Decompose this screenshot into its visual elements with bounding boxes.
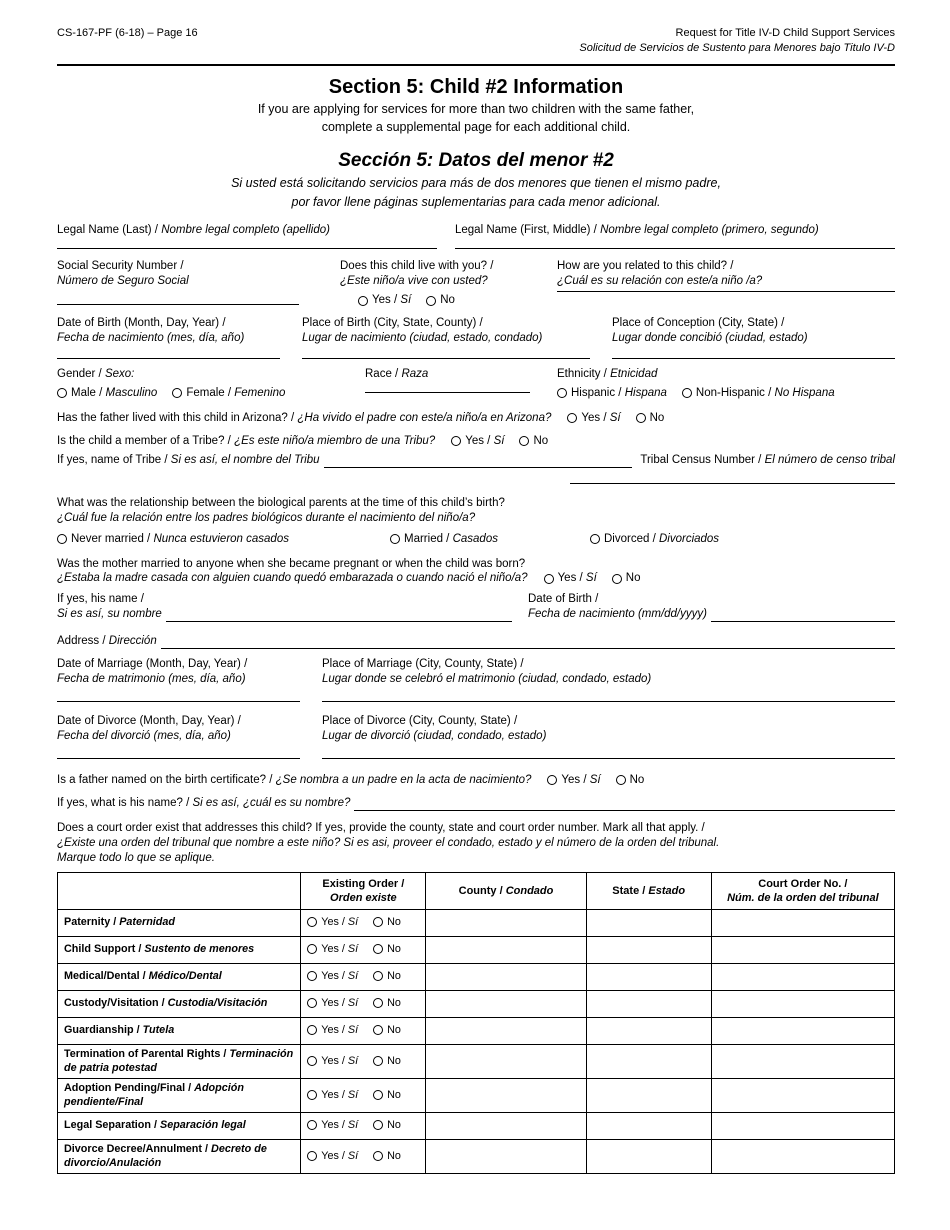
ssn-input[interactable] <box>57 304 299 305</box>
court-order-input-cell[interactable] <box>711 1079 894 1113</box>
bio-parents-question: What was the relationship between the biological parents at the time of this child’s birth? ¿Cuál fue la relación entre los padres biológicos durante el nacimiento del niño/a? <box>57 496 505 524</box>
field-husband-name: If yes, his name / Si es así, su nombre <box>57 592 512 622</box>
court-order-input-cell[interactable] <box>711 991 894 1018</box>
father-on-certificate-yes-radio[interactable] <box>547 775 557 785</box>
medical-dental-yes-radio[interactable] <box>307 971 317 981</box>
ethnicity-hispanic-radio[interactable] <box>557 388 567 398</box>
custody-visitation-yes-radio[interactable] <box>307 998 317 1008</box>
court-order-input-cell[interactable] <box>711 1140 894 1174</box>
father-lived-az-options: Yes / Sí No <box>567 411 664 426</box>
county-input-cell[interactable] <box>426 1079 586 1113</box>
court-order-input-cell[interactable] <box>711 1113 894 1140</box>
custody-visitation-no-radio[interactable] <box>373 998 383 1008</box>
divorced-radio[interactable] <box>590 534 600 544</box>
county-input-cell[interactable] <box>426 937 586 964</box>
place-of-birth-input[interactable] <box>302 358 590 359</box>
form-title-en: Request for Title IV-D Child Support Services <box>675 27 895 39</box>
termination-yes-radio[interactable] <box>307 1056 317 1066</box>
state-input-cell[interactable] <box>586 937 711 964</box>
legal-separation-yes-radio[interactable] <box>307 1120 317 1130</box>
date-of-birth-input[interactable] <box>57 358 280 359</box>
corner-cell <box>58 872 301 910</box>
gender-female-radio[interactable] <box>172 388 182 398</box>
section-subtitle-en-2: complete a supplemental page for each additional child. <box>321 120 631 135</box>
county-header: County / Condado <box>426 872 586 910</box>
mother-married-question: Was the mother married to anyone when she became pregnant or when the child was born? ¿Estaba la madre casada con alguien cuando quedó embarazada o cuando nació el niño/a? Yes / Sí No <box>57 557 641 585</box>
court-order-input-cell[interactable] <box>711 937 894 964</box>
tribe-member-label: Is the child a member of a Tribe? / ¿Es este niño/a miembro de una Tribu? <box>57 434 436 447</box>
section-title-en: Section 5: Child #2 Information <box>328 75 624 98</box>
never-married-radio[interactable] <box>57 534 67 544</box>
lives-with-no-radio[interactable] <box>426 296 436 306</box>
table-row-child-support: Child Support / Sustento de menores Yes / Sí No <box>58 937 895 964</box>
state-input-cell[interactable] <box>586 1140 711 1174</box>
tribe-name-row <box>57 453 895 468</box>
table-row-custody-visitation: Custody/Visitation / Custodia/Visitación Yes / Sí No <box>58 991 895 1018</box>
father-name-input[interactable] <box>354 810 895 811</box>
father-name-label: If yes, what is his name? / Si es así, ¿cuál es su nombre? <box>57 796 351 809</box>
legal-name-first-input[interactable] <box>455 248 895 249</box>
field-place-of-marriage: Place of Marriage (City, County, State) / Lugar donde se celebró el matrimonio (ciudad, condado, estado) <box>322 657 895 702</box>
medical-dental-no-radio[interactable] <box>373 971 383 981</box>
termination-no-radio[interactable] <box>373 1056 383 1066</box>
birth-row <box>57 316 895 359</box>
county-input-cell[interactable] <box>426 910 586 937</box>
state-input-cell[interactable] <box>586 1113 711 1140</box>
address-input[interactable] <box>161 648 895 649</box>
place-of-marriage-input[interactable] <box>322 701 895 702</box>
field-place-of-conception: Place of Conception (City, State) / Lugar donde concibió (ciudad, estado) <box>612 316 895 359</box>
adoption-yes-radio[interactable] <box>307 1090 317 1100</box>
table-row-medical-dental: Medical/Dental / Médico/Dental Yes / Sí No <box>58 964 895 991</box>
husband-name-input[interactable] <box>166 621 512 622</box>
field-place-of-birth: Place of Birth (City, State, County) / Lugar de nacimiento (ciudad, estado, condado) <box>302 316 612 359</box>
paternity-no-radio[interactable] <box>373 917 383 927</box>
father-on-certificate-no-radio[interactable] <box>616 775 626 785</box>
county-input-cell[interactable] <box>426 964 586 991</box>
father-lived-az-label: Has the father lived with this child in Arizona? / ¿Ha vivido el padre con este/a niño/a en Arizona? <box>57 411 552 424</box>
court-order-input-cell[interactable] <box>711 910 894 937</box>
form-title-es: Solicitud de Servicios de Sustento para Menores bajo Titulo IV-D <box>579 41 895 54</box>
mother-married-no-radio[interactable] <box>612 574 622 584</box>
section-subtitle-es-2: por favor llene páginas suplementarias para cada menor adicional. <box>291 194 661 209</box>
county-input-cell[interactable] <box>426 1045 586 1079</box>
field-legal-name-last: Legal Name (Last) / Nombre legal completo (apellido) <box>57 223 437 249</box>
husband-row <box>57 592 895 622</box>
ethnicity-nonhispanic-radio[interactable] <box>682 388 692 398</box>
divorce-decree-no-radio[interactable] <box>373 1151 383 1161</box>
county-input-cell[interactable] <box>426 1018 586 1045</box>
legal-name-row <box>57 223 895 249</box>
child-support-no-radio[interactable] <box>373 944 383 954</box>
state-input-cell[interactable] <box>586 991 711 1018</box>
place-of-conception-input[interactable] <box>612 358 895 359</box>
table-row-paternity: Paternity / Paternidad Yes / Sí No <box>58 910 895 937</box>
race-input[interactable] <box>365 392 530 393</box>
state-input-cell[interactable] <box>586 1018 711 1045</box>
state-input-cell[interactable] <box>586 964 711 991</box>
divorce-decree-yes-radio[interactable] <box>307 1151 317 1161</box>
father-lived-az-row <box>57 411 895 426</box>
bio-parents-options: Never married / Nunca estuvieron casados Married / Casados Divorced / Divorciados <box>57 532 895 547</box>
husband-dob-input[interactable] <box>711 621 895 622</box>
field-ethnicity: Ethnicity / Etnicidad Hispanic / Hispana Non-Hispanic / No Hispana <box>557 367 895 401</box>
field-race: Race / Raza <box>365 367 557 401</box>
table-row-termination-parental-rights: Termination of Parental Rights / Terminación de patria potestad Yes / Sí No <box>58 1045 895 1079</box>
county-input-cell[interactable] <box>426 1113 586 1140</box>
tribe-name-label: If yes, name of Tribe / Si es así, el nombre del Tribu <box>57 453 320 466</box>
address-row <box>57 634 895 649</box>
table-row-legal-separation: Legal Separation / Separación legal Yes / Sí No <box>58 1113 895 1140</box>
tribal-census-label: Tribal Census Number / El número de censo tribal <box>640 453 895 466</box>
field-gender: Gender / Sexo: Male / Masculino Female / Femenino <box>57 367 365 401</box>
county-input-cell[interactable] <box>426 991 586 1018</box>
tribe-member-options: Yes / Sí No <box>451 434 548 449</box>
form-number: CS-167-PF (6-18) – Page 16 <box>57 27 198 39</box>
gender-race-row <box>57 367 895 401</box>
tribe-name-input[interactable] <box>324 467 633 468</box>
existing-order-header: Existing Order / Orden existe <box>301 872 426 910</box>
place-of-divorce-input[interactable] <box>322 758 895 759</box>
marriage-row <box>57 657 895 702</box>
state-input-cell[interactable] <box>586 1079 711 1113</box>
tribe-member-no-radio[interactable] <box>519 436 529 446</box>
father-on-certificate-label: Is a father named on the birth certificate? / ¿Se nombra a un padre en la acta de nacimiento? <box>57 773 532 786</box>
ethnicity-options: Hispanic / Hispana Non-Hispanic / No Hispana <box>557 386 895 401</box>
tribal-census-input[interactable] <box>570 474 895 484</box>
field-husband-dob: Date of Birth / Fecha de nacimiento (mm/dd/yyyy) <box>528 592 895 622</box>
father-lived-az-no-radio[interactable] <box>636 413 646 423</box>
state-header: State / Estado <box>586 872 711 910</box>
section-subtitle-en-1: If you are applying for services for more than two children with the same father, <box>257 101 695 116</box>
state-input-cell[interactable] <box>586 910 711 937</box>
field-legal-name-first: Legal Name (First, Middle) / Nombre legal completo (primero, segundo) <box>455 223 895 249</box>
tribe-member-row <box>57 434 895 449</box>
divorce-row <box>57 714 895 759</box>
table-header-row <box>58 872 895 910</box>
field-relation-to-child: How are you related to this child? / ¿Cuál es su relación con este/a niño /a? <box>557 259 895 308</box>
table-row-adoption: Adoption Pending/Final / Adopción pendiente/Final Yes / Sí No <box>58 1079 895 1113</box>
lives-with-yes-radio[interactable] <box>358 296 368 306</box>
field-date-of-marriage: Date of Marriage (Month, Day, Year) / Fecha de matrimonio (mes, día, año) <box>57 657 322 702</box>
field-date-of-divorce: Date of Divorce (Month, Day, Year) / Fecha del divorció (mes, día, año) <box>57 714 322 759</box>
adoption-no-radio[interactable] <box>373 1090 383 1100</box>
field-date-of-birth: Date of Birth (Month, Day, Year) / Fecha de nacimiento (mes, día, año) <box>57 316 302 359</box>
court-order-input-cell[interactable] <box>711 1045 894 1079</box>
court-order-input-cell[interactable] <box>711 1018 894 1045</box>
field-lives-with-you: Does this child live with you? / ¿Este niño/a vive con usted? Yes / Sí No <box>340 259 557 308</box>
table-row-guardianship: Guardianship / Tutela Yes / Sí No <box>58 1018 895 1045</box>
date-of-marriage-input[interactable] <box>57 701 300 702</box>
field-ssn: Social Security Number / Número de Seguro Social <box>57 259 340 308</box>
header-divider <box>57 64 895 66</box>
gender-male-radio[interactable] <box>57 388 67 398</box>
field-place-of-divorce: Place of Divorce (City, County, State) / Lugar de divorció (ciudad, condado, estado) <box>322 714 895 759</box>
court-order-question: Does a court order exist that addresses this child? If yes, provide the county, state and court order number. Mark all that apply. / ¿Existe una orden del tribunal que nombre a este niño? Si es asi, proveer el condado, estado y el número de la orden del tribunal. Marque todo lo que se aplique. <box>57 821 720 864</box>
table-row-divorce-decree: Divorce Decree/Annulment / Decreto de divorcio/Anulación Yes / Sí No <box>58 1140 895 1174</box>
court-order-no-header: Court Order No. / Núm. de la orden del tribunal <box>711 872 894 910</box>
legal-name-last-input[interactable] <box>57 248 437 249</box>
form-title-block <box>579 26 895 56</box>
date-of-divorce-input[interactable] <box>57 758 300 759</box>
paternity-yes-radio[interactable] <box>307 917 317 927</box>
county-input-cell[interactable] <box>426 1140 586 1174</box>
gender-options: Male / Masculino Female / Femenino <box>57 386 365 401</box>
section-title-es: Sección 5: Datos del menor #2 <box>338 150 614 172</box>
guardianship-yes-radio[interactable] <box>307 1025 317 1035</box>
father-name-row <box>57 796 895 811</box>
relation-input[interactable] <box>557 291 895 292</box>
married-radio[interactable] <box>390 534 400 544</box>
father-on-certificate-options: Yes / Sí No <box>547 773 644 788</box>
mother-married-options: Yes / Sí No <box>544 571 641 586</box>
tribe-member-yes-radio[interactable] <box>451 436 461 446</box>
court-order-input-cell[interactable] <box>711 964 894 991</box>
court-order-table <box>57 872 895 1175</box>
mother-married-yes-radio[interactable] <box>544 574 554 584</box>
page-header <box>57 26 895 56</box>
father-on-certificate-row <box>57 773 895 788</box>
address-label: Address / Dirección <box>57 635 157 648</box>
lives-with-options: Yes / Sí No <box>358 293 557 308</box>
child-support-yes-radio[interactable] <box>307 944 317 954</box>
section-subtitle-es-1: Si usted está solicitando servicios para más de dos menores que tienen el mismo padre, <box>231 175 721 190</box>
father-lived-az-yes-radio[interactable] <box>567 413 577 423</box>
legal-separation-no-radio[interactable] <box>373 1120 383 1130</box>
guardianship-no-radio[interactable] <box>373 1025 383 1035</box>
ssn-row <box>57 259 895 308</box>
state-input-cell[interactable] <box>586 1045 711 1079</box>
